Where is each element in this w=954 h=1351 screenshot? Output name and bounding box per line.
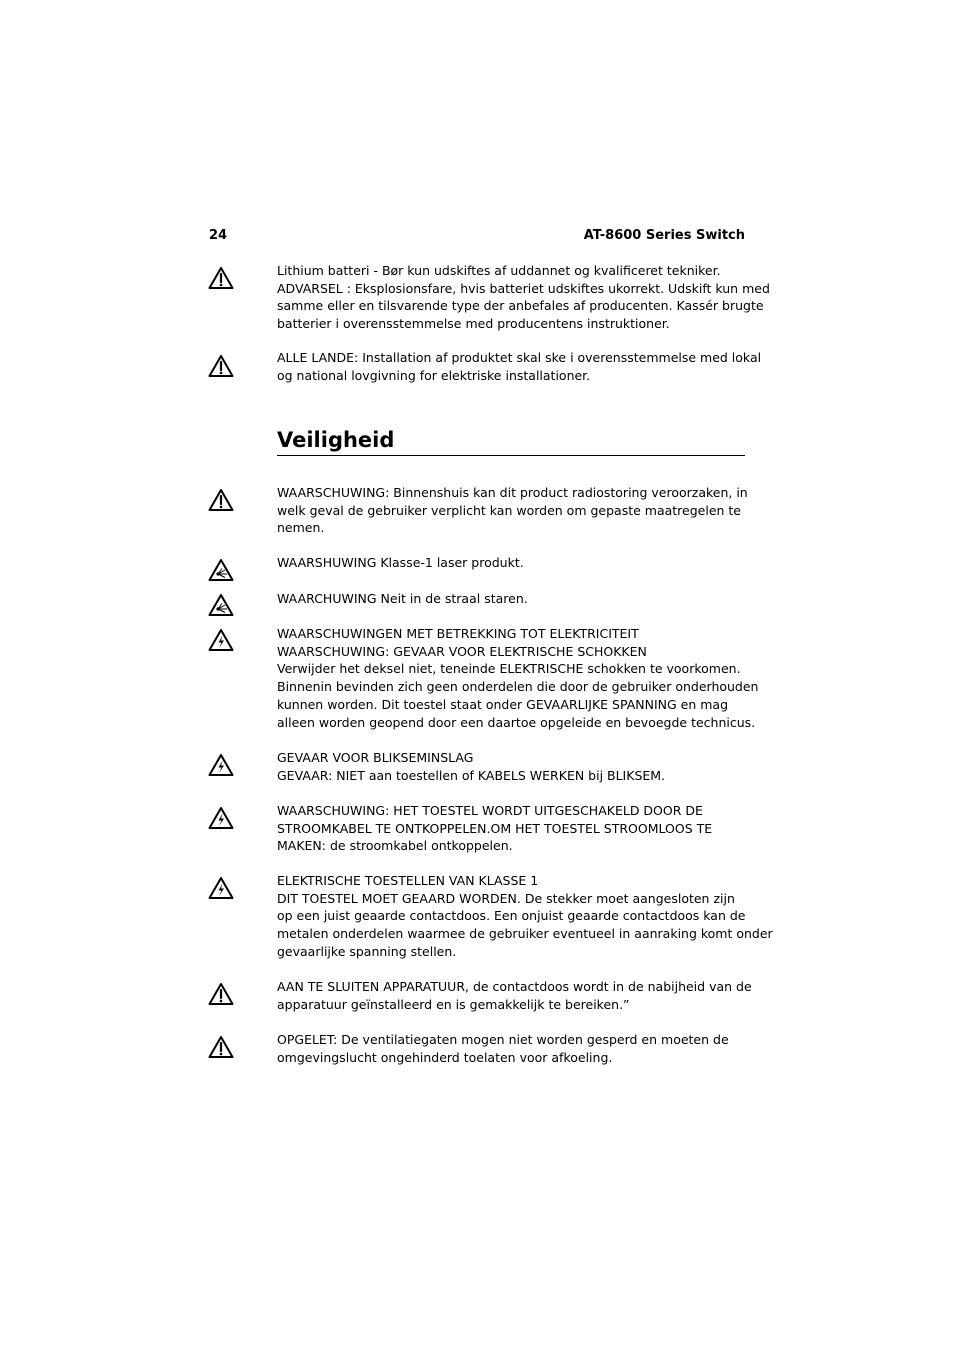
notice-line: metalen onderdelen waarmee de gebruiker eventueel in aanraking komt onder: [277, 926, 773, 942]
electrical-hazard-icon: [208, 628, 234, 652]
warning-icon: [208, 266, 234, 290]
notice-line: ADVARSEL : Eksplosionsfare, hvis batteriet udskiftes ukorrekt. Udskift kun med: [277, 280, 770, 296]
warning-icon: [208, 488, 234, 512]
notice-line: batterier i overensstemmelse med producentens instruktioner.: [277, 316, 670, 332]
notice-line: WAARSCHUWINGEN MET BETREKKING TOT ELEKTRICITEIT: [277, 626, 639, 641]
notice-line: WAARCHUWING Neit in de straal staren.: [277, 591, 528, 606]
notice-line: DIT TOESTEL MOET GEAARD WORDEN. De stekker moet aangesloten zijn: [277, 890, 735, 906]
electrical-hazard-icon: [208, 806, 234, 830]
notice-line: GEVAAR VOOR BLIKSEMINSLAG: [277, 750, 474, 765]
notice-line: samme eller en tilsvarende type der anbefales af producenten. Kassér brugte: [277, 298, 764, 314]
notice-line: WAARSCHUWING: Binnenshuis kan dit product radiostoring veroorzaken, in: [277, 485, 748, 500]
notice-line: Verwijder het deksel niet, teneinde ELEKTRISCHE schokken te voorkomen.: [277, 661, 741, 677]
notice-line: omgevingslucht ongehinderd toelaten voor afkoeling.: [277, 1049, 613, 1065]
section-title: Veiligheid: [277, 428, 745, 456]
notice-line: gevaarlijke spanning stellen.: [277, 943, 457, 959]
notice-line: WAARSHUWING Klasse-1 laser produkt.: [277, 555, 524, 570]
laser-warning-icon: [208, 558, 234, 582]
warning-icon: [208, 982, 234, 1006]
laser-warning-icon: [208, 593, 234, 617]
notice-line: alleen worden geopend door een daartoe opgeleide en bevoegde technicus.: [277, 714, 756, 730]
notice-line: Lithium batteri - Bør kun udskiftes af uddannet og kvalificeret tekniker.: [277, 263, 721, 278]
notice-line: WAARSCHUWING: HET TOESTEL WORDT UITGESCHAKELD DOOR DE: [277, 803, 703, 818]
notice-line: ELEKTRISCHE TOESTELLEN VAN KLASSE 1: [277, 873, 539, 888]
notice-line: og national lovgivning for elektriske installationer.: [277, 367, 591, 383]
notice-line: kunnen worden. Dit toestel staat onder GEVAARLIJKE SPANNING en mag: [277, 696, 729, 712]
notice-line: STROOMKABEL TE ONTKOPPELEN.OM HET TOESTEL STROOMLOOS TE: [277, 820, 713, 836]
electrical-hazard-icon: [208, 876, 234, 900]
warning-icon: [208, 354, 234, 378]
notice-line: AAN TE SLUITEN APPARATUUR, de contactdoos wordt in de nabijheid van de: [277, 979, 752, 994]
notice-line: WAARSCHUWING: GEVAAR VOOR ELEKTRISCHE SCHOKKEN: [277, 643, 647, 659]
electrical-hazard-icon: [208, 753, 234, 777]
notice-line: OPGELET: De ventilatiegaten mogen niet worden gesperd en moeten de: [277, 1032, 729, 1047]
notice-line: op een juist geaarde contactdoos. Een onjuist geaarde contactdoos kan de: [277, 908, 746, 924]
notice-line: apparatuur geïnstalleerd en is gemakkelijk te bereiken.”: [277, 996, 630, 1012]
page-number: 24: [209, 228, 228, 243]
notice-line: Binnenin bevinden zich geen onderdelen die door de gebruiker onderhouden: [277, 679, 759, 695]
running-title: AT-8600 Series Switch: [583, 228, 745, 243]
notice-line: nemen.: [277, 520, 325, 536]
notice-line: welk geval de gebruiker verplicht kan worden om gepaste maatregelen te: [277, 502, 742, 518]
notice-line: MAKEN: de stroomkabel ontkoppelen.: [277, 838, 513, 854]
notice-line: ALLE LANDE: Installation af produktet skal ske i overensstemmelse med lokal: [277, 350, 762, 365]
warning-icon: [208, 1035, 234, 1059]
notice-line: GEVAAR: NIET aan toestellen of KABELS WERKEN bij BLIKSEM.: [277, 767, 666, 783]
